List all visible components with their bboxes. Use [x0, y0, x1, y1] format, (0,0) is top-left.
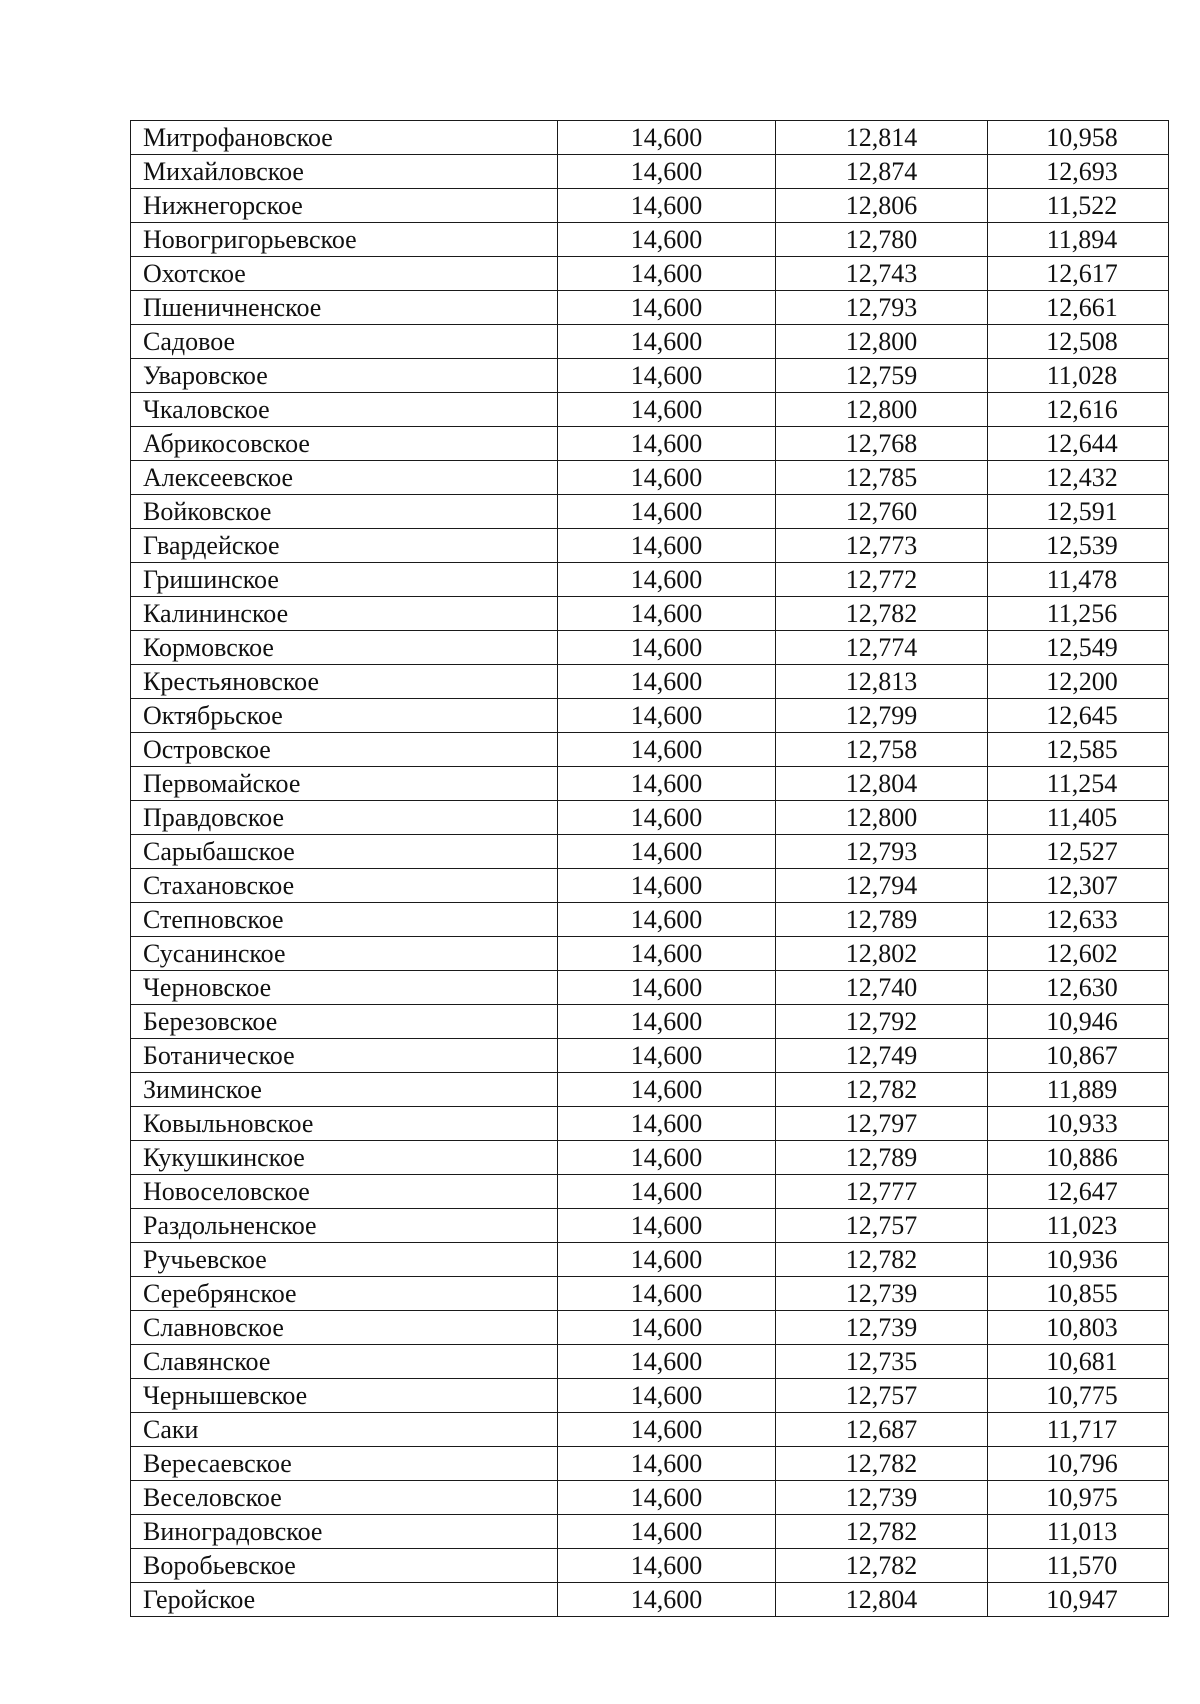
value-col2-cell: 12,813 [776, 665, 988, 699]
table-row [131, 529, 1169, 563]
value-col2-cell: 12,797 [776, 1107, 988, 1141]
value-col3-cell: 12,661 [988, 291, 1169, 325]
value-col1-cell: 14,600 [558, 189, 776, 223]
value-col3-cell: 10,681 [988, 1345, 1169, 1379]
settlement-name-cell: Абрикосовское [131, 427, 558, 461]
table-row [131, 937, 1169, 971]
settlement-name-cell: Саки [131, 1413, 558, 1447]
table-row [131, 665, 1169, 699]
settlement-name-cell: Нижнегорское [131, 189, 558, 223]
settlement-name-cell: Гвардейское [131, 529, 558, 563]
table-row [131, 1107, 1169, 1141]
settlement-name-cell: Веселовское [131, 1481, 558, 1515]
table-row [131, 1005, 1169, 1039]
settlement-name-cell: Черновское [131, 971, 558, 1005]
value-col3-cell: 12,591 [988, 495, 1169, 529]
value-col3-cell: 12,539 [988, 529, 1169, 563]
value-col3-cell: 12,693 [988, 155, 1169, 189]
value-col3-cell: 12,585 [988, 733, 1169, 767]
value-col3-cell: 11,023 [988, 1209, 1169, 1243]
value-col1-cell: 14,600 [558, 1039, 776, 1073]
settlement-name-cell: Серебрянское [131, 1277, 558, 1311]
settlement-name-cell: Михайловское [131, 155, 558, 189]
value-col1-cell: 14,600 [558, 1345, 776, 1379]
table-row [131, 597, 1169, 631]
table-row [131, 325, 1169, 359]
value-col3-cell: 12,307 [988, 869, 1169, 903]
table-row [131, 291, 1169, 325]
value-col1-cell: 14,600 [558, 495, 776, 529]
value-col2-cell: 12,739 [776, 1481, 988, 1515]
value-col2-cell: 12,782 [776, 597, 988, 631]
value-col1-cell: 14,600 [558, 1549, 776, 1583]
table-row [131, 1039, 1169, 1073]
value-col3-cell: 12,617 [988, 257, 1169, 291]
settlement-name-cell: Митрофановское [131, 121, 558, 155]
value-col2-cell: 12,687 [776, 1413, 988, 1447]
value-col3-cell: 10,975 [988, 1481, 1169, 1515]
settlement-name-cell: Чкаловское [131, 393, 558, 427]
settlement-name-cell: Вересаевское [131, 1447, 558, 1481]
value-col2-cell: 12,794 [776, 869, 988, 903]
table-row [131, 1311, 1169, 1345]
value-col2-cell: 12,804 [776, 767, 988, 801]
settlement-name-cell: Гришинское [131, 563, 558, 597]
value-col1-cell: 14,600 [558, 325, 776, 359]
value-col2-cell: 12,802 [776, 937, 988, 971]
value-col1-cell: 14,600 [558, 767, 776, 801]
settlement-name-cell: Славянское [131, 1345, 558, 1379]
value-col2-cell: 12,758 [776, 733, 988, 767]
value-col1-cell: 14,600 [558, 699, 776, 733]
value-col1-cell: 14,600 [558, 733, 776, 767]
value-col1-cell: 14,600 [558, 597, 776, 631]
settlement-name-cell: Сусанинское [131, 937, 558, 971]
value-col3-cell: 10,958 [988, 121, 1169, 155]
value-col3-cell: 11,570 [988, 1549, 1169, 1583]
table-row [131, 1447, 1169, 1481]
value-col3-cell: 11,256 [988, 597, 1169, 631]
value-col2-cell: 12,757 [776, 1209, 988, 1243]
value-col2-cell: 12,782 [776, 1243, 988, 1277]
value-col1-cell: 14,600 [558, 835, 776, 869]
settlement-name-cell: Новоселовское [131, 1175, 558, 1209]
value-col1-cell: 14,600 [558, 1209, 776, 1243]
value-col2-cell: 12,739 [776, 1277, 988, 1311]
value-col2-cell: 12,740 [776, 971, 988, 1005]
value-col3-cell: 12,633 [988, 903, 1169, 937]
value-col2-cell: 12,793 [776, 291, 988, 325]
table-row [131, 1243, 1169, 1277]
table-row [131, 1379, 1169, 1413]
table-row [131, 971, 1169, 1005]
value-col1-cell: 14,600 [558, 937, 776, 971]
value-col3-cell: 10,803 [988, 1311, 1169, 1345]
table-row [131, 257, 1169, 291]
settlement-name-cell: Новогригорьевское [131, 223, 558, 257]
settlement-name-cell: Воробьевское [131, 1549, 558, 1583]
table-body [131, 121, 1169, 1617]
value-col2-cell: 12,739 [776, 1311, 988, 1345]
table-row [131, 767, 1169, 801]
settlement-name-cell: Островское [131, 733, 558, 767]
value-col2-cell: 12,757 [776, 1379, 988, 1413]
value-col2-cell: 12,785 [776, 461, 988, 495]
settlement-name-cell: Войковское [131, 495, 558, 529]
value-col1-cell: 14,600 [558, 801, 776, 835]
value-col3-cell: 10,947 [988, 1583, 1169, 1617]
value-col1-cell: 14,600 [558, 529, 776, 563]
table-row [131, 699, 1169, 733]
value-col3-cell: 10,796 [988, 1447, 1169, 1481]
value-col3-cell: 12,602 [988, 937, 1169, 971]
value-col2-cell: 12,735 [776, 1345, 988, 1379]
value-col3-cell: 11,028 [988, 359, 1169, 393]
value-col1-cell: 14,600 [558, 427, 776, 461]
table-row [131, 461, 1169, 495]
value-col2-cell: 12,793 [776, 835, 988, 869]
value-col3-cell: 11,522 [988, 189, 1169, 223]
value-col3-cell: 10,946 [988, 1005, 1169, 1039]
value-col2-cell: 12,800 [776, 801, 988, 835]
value-col3-cell: 12,616 [988, 393, 1169, 427]
settlement-name-cell: Ручьевское [131, 1243, 558, 1277]
settlement-name-cell: Первомайское [131, 767, 558, 801]
table-row [131, 121, 1169, 155]
table-row [131, 1549, 1169, 1583]
settlement-name-cell: Правдовское [131, 801, 558, 835]
value-col2-cell: 12,800 [776, 393, 988, 427]
value-col2-cell: 12,782 [776, 1073, 988, 1107]
value-col3-cell: 11,478 [988, 563, 1169, 597]
value-col1-cell: 14,600 [558, 1447, 776, 1481]
settlement-name-cell: Алексеевское [131, 461, 558, 495]
value-col3-cell: 12,432 [988, 461, 1169, 495]
settlement-name-cell: Крестьяновское [131, 665, 558, 699]
table-row [131, 393, 1169, 427]
value-col3-cell: 12,200 [988, 665, 1169, 699]
value-col3-cell: 10,867 [988, 1039, 1169, 1073]
value-col1-cell: 14,600 [558, 665, 776, 699]
table-row [131, 1141, 1169, 1175]
settlement-name-cell: Кормовское [131, 631, 558, 665]
value-col3-cell: 11,254 [988, 767, 1169, 801]
table-row [131, 903, 1169, 937]
settlement-name-cell: Ковыльновское [131, 1107, 558, 1141]
settlement-name-cell: Сарыбашское [131, 835, 558, 869]
table-row [131, 359, 1169, 393]
value-col1-cell: 14,600 [558, 359, 776, 393]
table-row [131, 835, 1169, 869]
value-col2-cell: 12,773 [776, 529, 988, 563]
value-col1-cell: 14,600 [558, 1515, 776, 1549]
table-row [131, 427, 1169, 461]
value-col1-cell: 14,600 [558, 1175, 776, 1209]
settlement-name-cell: Кукушкинское [131, 1141, 558, 1175]
value-col2-cell: 12,800 [776, 325, 988, 359]
value-col2-cell: 12,777 [776, 1175, 988, 1209]
value-col2-cell: 12,774 [776, 631, 988, 665]
settlement-name-cell: Уваровское [131, 359, 558, 393]
value-col3-cell: 11,894 [988, 223, 1169, 257]
value-col1-cell: 14,600 [558, 223, 776, 257]
value-col2-cell: 12,749 [776, 1039, 988, 1073]
value-col2-cell: 12,804 [776, 1583, 988, 1617]
value-col2-cell: 12,768 [776, 427, 988, 461]
table-row [131, 495, 1169, 529]
value-col1-cell: 14,600 [558, 1481, 776, 1515]
table-row [131, 1481, 1169, 1515]
value-col2-cell: 12,782 [776, 1515, 988, 1549]
value-col3-cell: 12,630 [988, 971, 1169, 1005]
value-col1-cell: 14,600 [558, 461, 776, 495]
value-col2-cell: 12,792 [776, 1005, 988, 1039]
value-col3-cell: 12,549 [988, 631, 1169, 665]
value-col3-cell: 11,717 [988, 1413, 1169, 1447]
value-col3-cell: 10,886 [988, 1141, 1169, 1175]
value-col2-cell: 12,780 [776, 223, 988, 257]
settlement-name-cell: Калининское [131, 597, 558, 631]
table-row [131, 1345, 1169, 1379]
table-row [131, 1583, 1169, 1617]
value-col2-cell: 12,743 [776, 257, 988, 291]
value-col1-cell: 14,600 [558, 1073, 776, 1107]
value-col1-cell: 14,600 [558, 121, 776, 155]
value-col3-cell: 12,508 [988, 325, 1169, 359]
value-col3-cell: 12,647 [988, 1175, 1169, 1209]
value-col2-cell: 12,782 [776, 1549, 988, 1583]
value-col1-cell: 14,600 [558, 1311, 776, 1345]
value-col2-cell: 12,760 [776, 495, 988, 529]
value-col3-cell: 12,644 [988, 427, 1169, 461]
table-row [131, 1515, 1169, 1549]
settlement-name-cell: Виноградовское [131, 1515, 558, 1549]
value-col3-cell: 10,933 [988, 1107, 1169, 1141]
value-col3-cell: 10,775 [988, 1379, 1169, 1413]
value-col2-cell: 12,759 [776, 359, 988, 393]
value-col1-cell: 14,600 [558, 257, 776, 291]
value-col1-cell: 14,600 [558, 1243, 776, 1277]
data-table [130, 120, 1169, 1617]
settlement-name-cell: Пшеничненское [131, 291, 558, 325]
value-col2-cell: 12,874 [776, 155, 988, 189]
value-col1-cell: 14,600 [558, 1277, 776, 1311]
table-row [131, 223, 1169, 257]
value-col2-cell: 12,789 [776, 1141, 988, 1175]
value-col1-cell: 14,600 [558, 1583, 776, 1617]
value-col1-cell: 14,600 [558, 971, 776, 1005]
value-col1-cell: 14,600 [558, 291, 776, 325]
value-col3-cell: 11,013 [988, 1515, 1169, 1549]
value-col1-cell: 14,600 [558, 563, 776, 597]
value-col2-cell: 12,799 [776, 699, 988, 733]
settlement-name-cell: Стахановское [131, 869, 558, 903]
table-row [131, 563, 1169, 597]
settlement-name-cell: Степновское [131, 903, 558, 937]
table-row [131, 631, 1169, 665]
value-col3-cell: 11,405 [988, 801, 1169, 835]
settlement-name-cell: Чернышевское [131, 1379, 558, 1413]
settlement-name-cell: Ботаническое [131, 1039, 558, 1073]
value-col1-cell: 14,600 [558, 155, 776, 189]
settlement-name-cell: Октябрьское [131, 699, 558, 733]
value-col1-cell: 14,600 [558, 1141, 776, 1175]
settlement-name-cell: Березовское [131, 1005, 558, 1039]
table-row [131, 1277, 1169, 1311]
table-row [131, 869, 1169, 903]
value-col1-cell: 14,600 [558, 1107, 776, 1141]
value-col1-cell: 14,600 [558, 903, 776, 937]
table-row [131, 1073, 1169, 1107]
value-col3-cell: 10,855 [988, 1277, 1169, 1311]
value-col2-cell: 12,789 [776, 903, 988, 937]
value-col2-cell: 12,814 [776, 121, 988, 155]
table-row [131, 155, 1169, 189]
value-col1-cell: 14,600 [558, 631, 776, 665]
value-col1-cell: 14,600 [558, 1379, 776, 1413]
settlement-name-cell: Славновское [131, 1311, 558, 1345]
table-row [131, 1413, 1169, 1447]
settlement-name-cell: Раздольненское [131, 1209, 558, 1243]
value-col1-cell: 14,600 [558, 393, 776, 427]
table-row [131, 733, 1169, 767]
value-col2-cell: 12,806 [776, 189, 988, 223]
value-col3-cell: 12,527 [988, 835, 1169, 869]
value-col2-cell: 12,772 [776, 563, 988, 597]
value-col3-cell: 12,645 [988, 699, 1169, 733]
settlement-name-cell: Геройское [131, 1583, 558, 1617]
value-col3-cell: 11,889 [988, 1073, 1169, 1107]
settlement-name-cell: Охотское [131, 257, 558, 291]
table-row [131, 1175, 1169, 1209]
value-col1-cell: 14,600 [558, 1005, 776, 1039]
value-col3-cell: 10,936 [988, 1243, 1169, 1277]
settlement-name-cell: Зиминское [131, 1073, 558, 1107]
value-col1-cell: 14,600 [558, 1413, 776, 1447]
settlement-name-cell: Садовое [131, 325, 558, 359]
table-row [131, 189, 1169, 223]
table-row [131, 801, 1169, 835]
value-col1-cell: 14,600 [558, 869, 776, 903]
table-row [131, 1209, 1169, 1243]
value-col2-cell: 12,782 [776, 1447, 988, 1481]
